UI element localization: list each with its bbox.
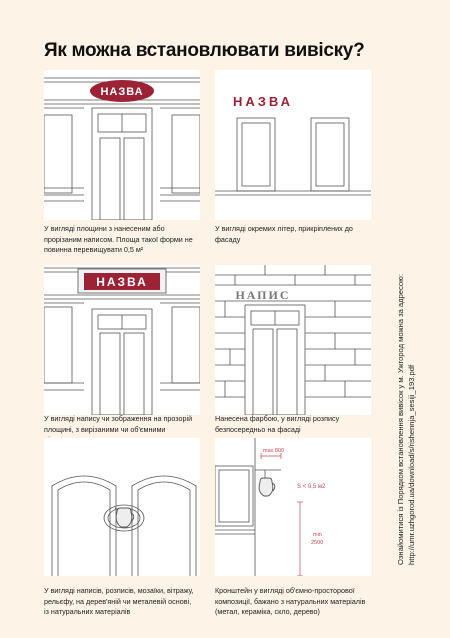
caption-1: У вигляді площини з нанесеним або прорізаним написом. Площа такої форми не повинна перевищувати 0,5 м² xyxy=(44,224,193,255)
page-title: Як можна встановлювати вивіску? xyxy=(44,40,365,61)
sign-label: НАЗВА xyxy=(96,275,148,289)
example-flat-panel-sign xyxy=(44,70,200,220)
example-transparent-panel xyxy=(44,265,200,415)
sign-label: НАЗВА xyxy=(100,86,144,98)
sign-letters: НАЗВА xyxy=(233,94,294,109)
example-painted-facade xyxy=(215,265,371,415)
dimension-min-value: 2500 xyxy=(311,540,324,546)
caption-2: У вигляді окремих літер, прикріплених до фасаду xyxy=(215,224,353,244)
caption-6: Кронштейн у вигляді об'ємно-просторової композиції, бажано з натуральних матеріалів (метал, кераміка, скло, дерево) xyxy=(215,586,366,617)
caption-4: Нанесена фарбою, у вигляді розпису безпосередньо на фасаді xyxy=(215,414,340,434)
caption-5: У вигляді написів, розписів, мозаїки, вітражу, рельєфу, на дерев'яній чи металевій основі, із натуральних матеріалів xyxy=(44,586,194,617)
caption-3: У вигляді напису чи зображення на прозорій площині, з вирізаними чи об'ємними xyxy=(44,414,193,434)
dimension-area: S < 0,5 м2 xyxy=(297,484,326,490)
dimension-max: max 800 xyxy=(263,448,285,454)
painted-inscription: НАПИС xyxy=(235,288,291,302)
example-bracket-sign xyxy=(215,438,371,588)
side-note-link[interactable]: http://umr.uzhgorod.ua/download/s/rishennja_sesiji_193.pdf xyxy=(407,364,416,565)
dimension-min-label: min xyxy=(313,532,322,538)
side-note-text: Ознайомитися із Порядком встановлення вивісок у м. Ужгород можна за адресою: xyxy=(396,274,405,565)
side-note xyxy=(395,274,417,565)
example-relief-mosaic xyxy=(44,438,200,588)
example-separate-letters xyxy=(215,70,371,220)
